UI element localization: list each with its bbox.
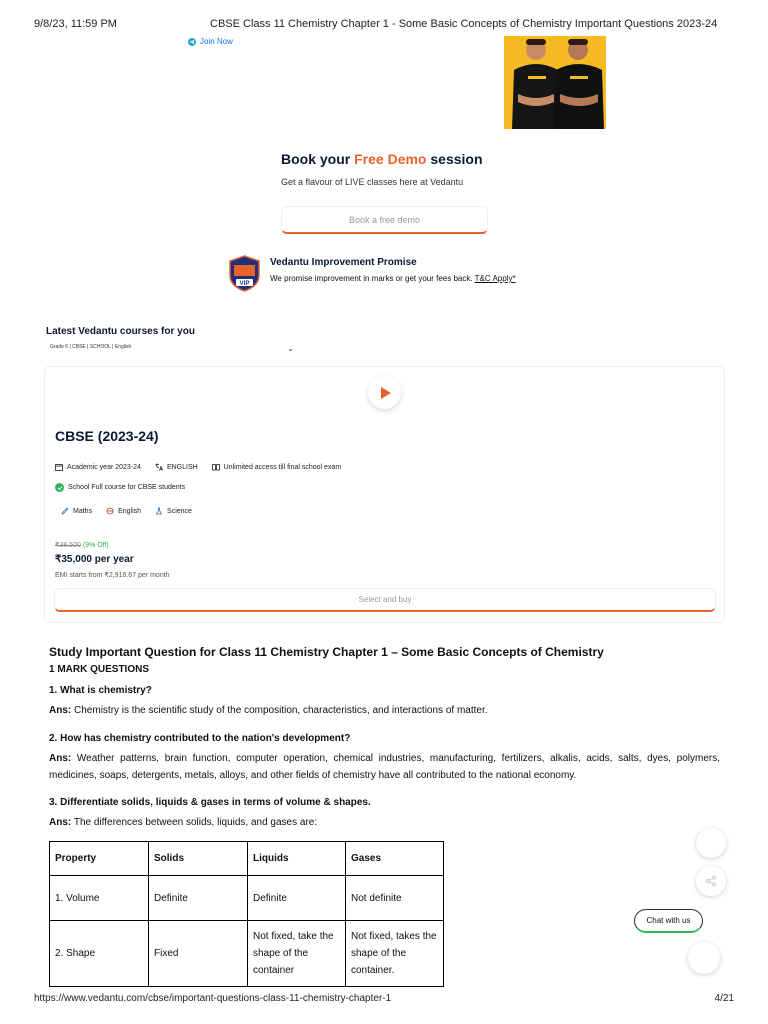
chat-with-us-button[interactable]: Chat with us xyxy=(634,909,703,933)
properties-table xyxy=(49,841,444,987)
table-header: Liquids xyxy=(248,842,346,876)
grade-filter-select[interactable] xyxy=(50,344,294,354)
answer-text: Weather patterns, brain function, computer operation, chemical industries, manufacturing, fertilizers, alkalis, acids, salts, dyes, polymers, medicines, soaps, detergents, metals, alloys, and other fields of chemistry have all contributed to the national economy. xyxy=(49,753,720,781)
table-cell: Definite xyxy=(149,876,248,921)
demo-subtitle: Get a flavour of LIVE classes here at Vedantu xyxy=(281,177,464,187)
discount-badge: (9% Off) xyxy=(82,542,109,549)
flask-icon xyxy=(155,507,163,515)
language-item xyxy=(155,463,198,471)
subject-science xyxy=(155,507,192,515)
table-header: Property xyxy=(50,842,149,876)
ans-label: Ans: xyxy=(49,753,72,764)
subject-label: Maths xyxy=(73,507,93,515)
course-language: ENGLISH xyxy=(166,463,198,471)
promise-title: Vedantu Improvement Promise xyxy=(270,257,417,268)
demo-title-suffix: session xyxy=(426,151,483,167)
full-course-text: School Full course for CBSE students xyxy=(68,484,186,491)
course-meta xyxy=(55,463,341,471)
table-cell: Not fixed, take the shape of the container xyxy=(248,921,346,987)
calendar-icon xyxy=(55,463,63,471)
access-item xyxy=(212,463,342,471)
table-header: Gases xyxy=(346,842,444,876)
full-course-row xyxy=(55,483,185,492)
share-button[interactable] xyxy=(696,866,726,896)
teachers-photo xyxy=(504,36,606,129)
print-datetime: 9/8/23, 11:59 PM xyxy=(34,18,117,30)
answer-3 xyxy=(49,814,720,831)
book-demo-button[interactable]: Book a free demo xyxy=(281,206,488,234)
grade-filter-value: Grade 6 | CBSE | SCHOOL | English xyxy=(50,344,132,350)
table-cell: Not fixed, takes the shape of the container. xyxy=(346,921,444,987)
table-header: Solids xyxy=(149,842,248,876)
book-icon xyxy=(212,463,220,471)
select-and-buy-button[interactable]: Select and buy xyxy=(54,588,716,612)
translate-icon xyxy=(155,463,163,471)
old-price: ₹38,500 xyxy=(55,542,81,549)
print-title: CBSE Class 11 Chemistry Chapter 1 - Some Basic Concepts of Chemistry Important Questions 2023-24 xyxy=(210,18,718,30)
floating-action-button[interactable] xyxy=(696,828,726,858)
ruler-icon xyxy=(61,507,69,515)
check-circle-icon xyxy=(55,483,64,492)
emi-text: EMI starts from ₹2,916.67 per month xyxy=(55,572,170,579)
chevron-down-icon: ⌄ xyxy=(287,344,294,353)
table-cell: Fixed xyxy=(149,921,248,987)
print-url: https://www.vedantu.com/cbse/important-questions-class-11-chemistry-chapter-1 xyxy=(34,993,392,1004)
tc-apply-link[interactable]: T&C Apply* xyxy=(474,274,516,283)
old-price-row xyxy=(55,541,109,549)
table-cell: Not definite xyxy=(346,876,444,921)
course-access: Unlimited access till final school exam xyxy=(223,463,342,471)
scroll-top-button[interactable] xyxy=(688,942,720,974)
table-cell: 2. Shape xyxy=(50,921,149,987)
question-3: 3. Differentiate solids, liquids & gases in terms of volume & shapes. xyxy=(49,797,371,808)
question-1: 1. What is chemistry? xyxy=(49,685,152,696)
subjects-list xyxy=(61,507,192,515)
promise-text-body: We promise improvement in marks or get your fees back. xyxy=(270,274,475,283)
english-icon xyxy=(106,507,114,515)
telegram-icon xyxy=(188,38,196,46)
demo-title xyxy=(281,151,483,167)
table-cell: Definite xyxy=(248,876,346,921)
vip-badge-label: VIP xyxy=(239,281,250,287)
share-icon xyxy=(705,875,717,887)
ans-label: Ans: xyxy=(49,817,72,828)
current-price: ₹35,000 per year xyxy=(55,554,134,565)
section-heading: 1 MARK QUESTIONS xyxy=(49,664,150,675)
article-heading: Study Important Question for Class 11 Chemistry Chapter 1 – Some Basic Concepts of Chemistry xyxy=(49,645,604,659)
print-page-number: 4/21 xyxy=(714,993,734,1004)
courses-title: Latest Vedantu courses for you xyxy=(46,326,195,337)
subject-english xyxy=(106,507,141,515)
table-cell: 1. Volume xyxy=(50,876,149,921)
subject-label: English xyxy=(118,507,142,515)
promise-text xyxy=(270,274,516,283)
vip-badge-icon xyxy=(228,255,261,292)
play-icon xyxy=(378,386,392,400)
play-video-button[interactable] xyxy=(368,376,401,409)
subject-label: Science xyxy=(167,507,192,515)
table-row xyxy=(50,921,444,987)
join-now-link[interactable] xyxy=(188,37,233,46)
demo-title-accent: Free Demo xyxy=(354,151,427,167)
ans-label: Ans: xyxy=(49,705,72,716)
subject-maths xyxy=(61,507,92,515)
answer-2 xyxy=(49,750,720,784)
answer-text: Chemistry is the scientific study of the composition, characteristics, and interactions of matter. xyxy=(71,705,488,716)
course-name: CBSE (2023-24) xyxy=(55,428,159,444)
table-row xyxy=(50,876,444,921)
question-2: 2. How has chemistry contributed to the nation's development? xyxy=(49,733,351,744)
table-header-row xyxy=(50,842,444,876)
academic-year: Academic year 2023-24 xyxy=(67,463,141,471)
join-now-label: Join Now xyxy=(200,37,233,46)
course-card xyxy=(44,366,725,623)
answer-text: The differences between solids, liquids, and gases are: xyxy=(71,817,318,828)
academic-year-item xyxy=(55,463,141,471)
demo-title-prefix: Book your xyxy=(281,151,355,167)
answer-1 xyxy=(49,702,720,719)
